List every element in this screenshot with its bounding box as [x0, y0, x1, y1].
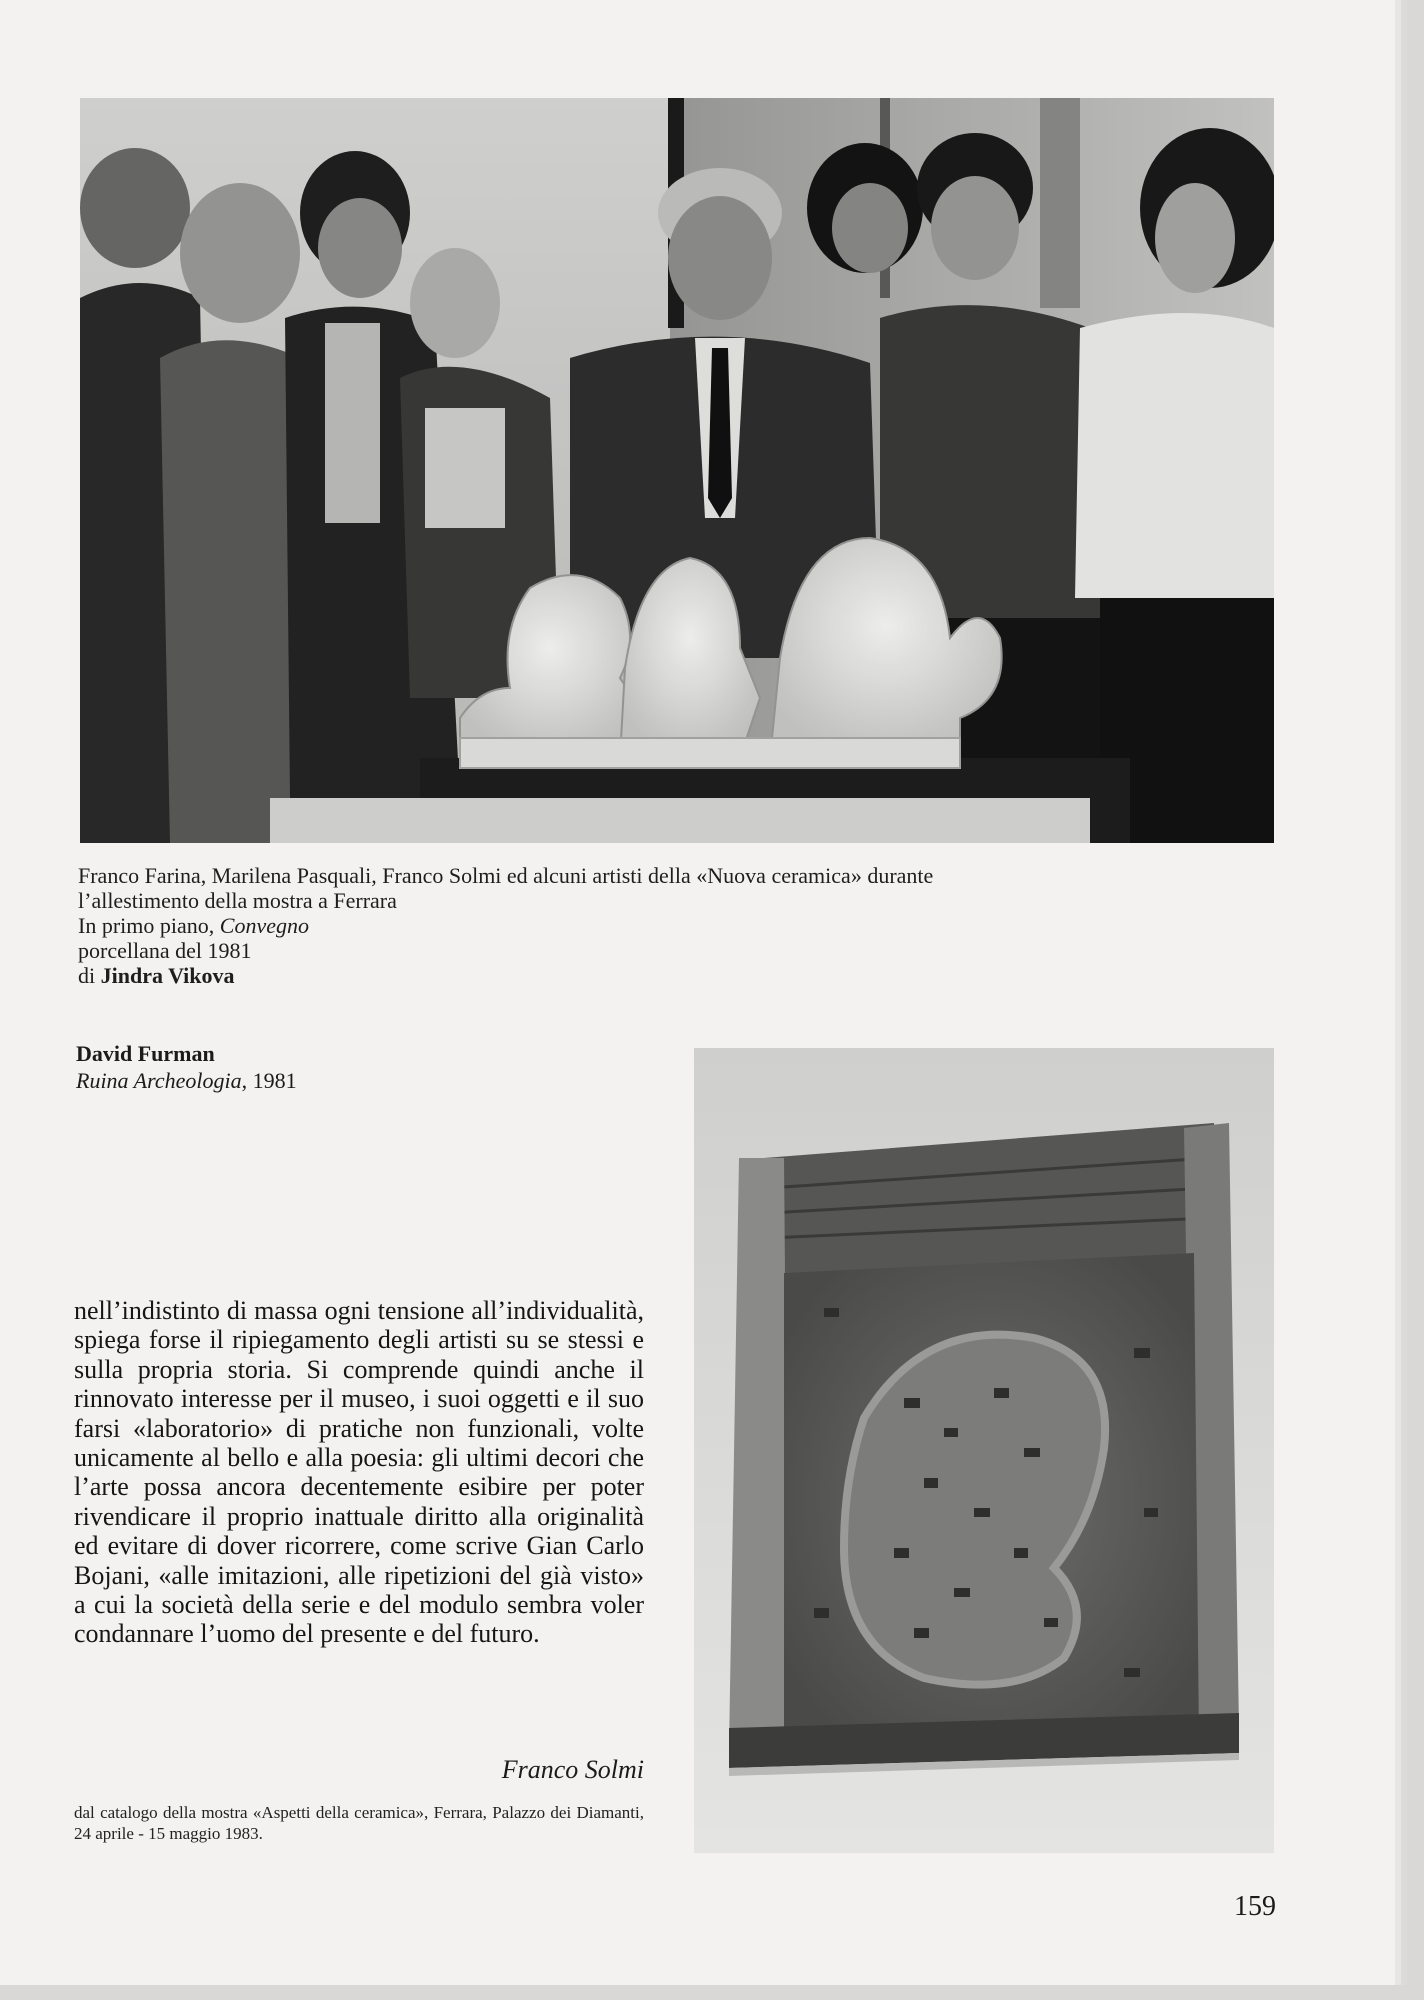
- essay-text: [74, 1296, 644, 1649]
- artwork-credit: [76, 1040, 556, 1094]
- caption-line-3: [78, 913, 1258, 938]
- caption-line-3-prefix: In primo piano,: [78, 913, 220, 938]
- caption-line-4: porcellana del 1981: [78, 938, 252, 963]
- credit-year: , 1981: [241, 1068, 297, 1093]
- caption-line-5: [78, 963, 1258, 988]
- caption-artist-name: Jindra Vikova: [100, 963, 235, 988]
- caption-line-1: Franco Farina, Marilena Pasquali, Franco Solmi ed alcuni artisti della «Nuova ceramica» durante: [78, 863, 934, 888]
- essay-author: Franco Solmi: [501, 1755, 644, 1784]
- photo-caption: [78, 863, 1258, 988]
- credit-artist: David Furman: [76, 1041, 215, 1066]
- credit-title-line: [76, 1067, 556, 1094]
- ruina-archeologia-photo: [694, 1048, 1274, 1853]
- caption-line-2: l’allestimento della mostra a Ferrara: [78, 888, 397, 913]
- source-note-text: dal catalogo della mostra «Aspetti della ceramica», Ferrara, Palazzo dei Diamanti, 24 aprile - 15 maggio 1983.: [74, 1803, 644, 1843]
- caption-line-5-prefix: di: [78, 963, 101, 988]
- source-note: [74, 1802, 644, 1844]
- credit-title: Ruina Archeologia: [76, 1068, 242, 1093]
- essay-paragraph: nell’indistinto di massa ogni tensione all’individualità, spiega forse il ripiegamento degli artisti su se stessi e sulla propria storia. Si comprende quindi anche il rinnovato interesse per il museo, i suoi oggetti e il suo farsi «laboratorio» di pratiche non funzionali, volte unicamente al bello e alla poesia: gli ultimi decori che l’arte possa ancora decentemente esibire per poter rivendicare il proprio inattuale diritto alla originalità ed evitare di dover ricorrere, come scrive Gian Carlo Bojani, «alle imitazioni, alle ripetizioni del già visto» a cui la società della serie e del modulo sembra voler condannare l’uomo del presente e del futuro.: [74, 1296, 644, 1649]
- page-number: 159: [1234, 1891, 1276, 1922]
- caption-work-title: Convegno: [219, 913, 309, 938]
- exhibition-group-photo: [80, 98, 1274, 843]
